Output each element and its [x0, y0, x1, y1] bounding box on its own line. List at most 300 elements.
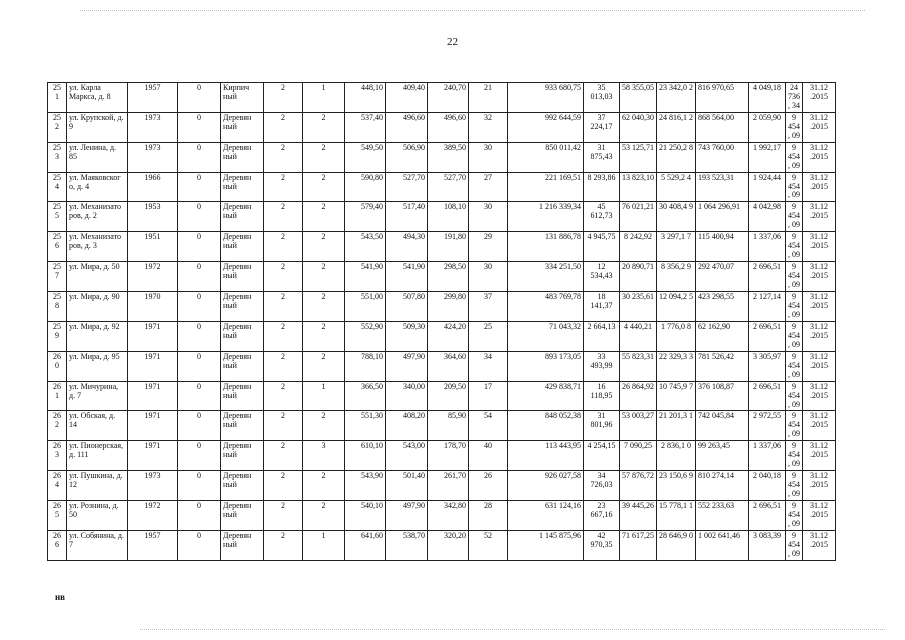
residential-area-cell: 527,70 — [428, 172, 469, 202]
cost-part-e-cell: 2 696,51 — [749, 381, 786, 411]
living-area-cell: 517,40 — [386, 202, 428, 232]
cost-per-unit-cell: 9 454, 09 — [786, 441, 803, 471]
cost-part-c-cell: 21 250,2 8 — [657, 142, 696, 172]
table-row — [48, 321, 836, 351]
cost-part-c-cell: 10 745,9 7 — [657, 381, 696, 411]
table-row — [48, 351, 836, 381]
cost-part-c-cell: 3 297,1 7 — [657, 232, 696, 262]
residential-area-cell: 261,70 — [428, 471, 469, 501]
table-row — [48, 411, 836, 441]
row-number-cell: 26 6 — [48, 530, 67, 560]
cost-part-b-cell: 39 445,26 — [620, 501, 657, 531]
entrances-cell: 2 — [303, 112, 345, 142]
cost-part-a-cell: 18 141,37 — [584, 292, 620, 322]
cost-part-c-cell: 30 408,4 9 — [657, 202, 696, 232]
wear-cell: 0 — [178, 292, 221, 322]
cost-per-unit-cell: 9 454, 09 — [786, 112, 803, 142]
row-number-cell: 26 4 — [48, 471, 67, 501]
cost-part-d-cell: 552 233,63 — [696, 501, 749, 531]
total-cost-cell: 893 173,05 — [508, 351, 584, 381]
residential-area-cell: 178,70 — [428, 441, 469, 471]
year-built-cell: 1973 — [128, 112, 178, 142]
total-area-cell: 540,10 — [345, 501, 386, 531]
residential-area-cell: 364,60 — [428, 351, 469, 381]
total-area-cell: 448,10 — [345, 83, 386, 113]
page-number: 22 — [447, 36, 458, 48]
wall-material-cell: Деревян ный — [221, 411, 264, 441]
cost-part-b-cell: 62 040,30 — [620, 112, 657, 142]
cost-part-d-cell: 62 162,90 — [696, 321, 749, 351]
floors-cell: 2 — [264, 441, 303, 471]
cost-part-b-cell: 30 235,61 — [620, 292, 657, 322]
residents-cell: 32 — [469, 112, 508, 142]
row-number-cell: 25 6 — [48, 232, 67, 262]
table-row — [48, 262, 836, 292]
cost-per-unit-cell: 9 454, 09 — [786, 471, 803, 501]
cost-part-b-cell: 4 440,21 — [620, 321, 657, 351]
residential-area-cell: 240,70 — [428, 83, 469, 113]
wall-material-cell: Деревян ный — [221, 262, 264, 292]
wear-cell: 0 — [178, 381, 221, 411]
living-area-cell: 497,90 — [386, 351, 428, 381]
total-area-cell: 543,90 — [345, 471, 386, 501]
cost-part-e-cell: 1 337,06 — [749, 441, 786, 471]
residents-cell: 27 — [469, 172, 508, 202]
row-number-cell: 25 4 — [48, 172, 67, 202]
residents-cell: 26 — [469, 471, 508, 501]
cost-per-unit-cell: 9 454, 09 — [786, 262, 803, 292]
wear-cell: 0 — [178, 530, 221, 560]
residents-cell: 34 — [469, 351, 508, 381]
cost-part-e-cell: 3 083,39 — [749, 530, 786, 560]
entrances-cell: 2 — [303, 471, 345, 501]
address-cell: ул. Мира, д. 50 — [67, 262, 128, 292]
entrances-cell: 1 — [303, 530, 345, 560]
wear-cell: 0 — [178, 112, 221, 142]
total-cost-cell: 992 644,59 — [508, 112, 584, 142]
floors-cell: 2 — [264, 471, 303, 501]
year-built-cell: 1957 — [128, 83, 178, 113]
cost-part-c-cell: 28 646,9 0 — [657, 530, 696, 560]
total-cost-cell: 850 011,42 — [508, 142, 584, 172]
cost-per-unit-cell: 9 454, 09 — [786, 292, 803, 322]
year-built-cell: 1971 — [128, 411, 178, 441]
wall-material-cell: Кирпич ный — [221, 83, 264, 113]
wear-cell: 0 — [178, 232, 221, 262]
wall-material-cell: Деревян ный — [221, 381, 264, 411]
living-area-cell: 509,30 — [386, 321, 428, 351]
table-row — [48, 232, 836, 262]
living-area-cell: 340,00 — [386, 381, 428, 411]
table-row — [48, 172, 836, 202]
residential-area-cell: 108,10 — [428, 202, 469, 232]
wall-material-cell: Деревян ный — [221, 501, 264, 531]
cost-part-c-cell: 8 356,2 9 — [657, 262, 696, 292]
wall-material-cell: Деревян ный — [221, 112, 264, 142]
total-area-cell: 537,40 — [345, 112, 386, 142]
entrances-cell: 2 — [303, 142, 345, 172]
residential-area-cell: 209,50 — [428, 381, 469, 411]
address-cell: ул. Карла Маркса, д. 8 — [67, 83, 128, 113]
address-cell: ул. Крупской, д. 9 — [67, 112, 128, 142]
wall-material-cell: Деревян ный — [221, 202, 264, 232]
floors-cell: 2 — [264, 411, 303, 441]
cost-part-b-cell: 57 876,72 — [620, 471, 657, 501]
cost-part-c-cell: 1 776,0 8 — [657, 321, 696, 351]
living-area-cell: 409,40 — [386, 83, 428, 113]
cost-per-unit-cell: 9 454, 09 — [786, 381, 803, 411]
living-area-cell: 543,00 — [386, 441, 428, 471]
cost-part-a-cell: 23 667,16 — [584, 501, 620, 531]
cost-per-unit-cell: 9 454, 09 — [786, 530, 803, 560]
cost-per-unit-cell: 9 454, 09 — [786, 351, 803, 381]
row-number-cell: 26 1 — [48, 381, 67, 411]
table-row — [48, 202, 836, 232]
cost-part-b-cell: 55 823,31 — [620, 351, 657, 381]
year-built-cell: 1953 — [128, 202, 178, 232]
cost-part-d-cell: 1 002 641,46 — [696, 530, 749, 560]
row-number-cell: 26 3 — [48, 441, 67, 471]
living-area-cell: 497,90 — [386, 501, 428, 531]
top-scan-rule — [80, 10, 865, 11]
cost-part-c-cell: 15 778,1 1 — [657, 501, 696, 531]
total-cost-cell: 131 886,78 — [508, 232, 584, 262]
cost-part-d-cell: 868 564,00 — [696, 112, 749, 142]
cost-part-e-cell: 4 042,98 — [749, 202, 786, 232]
wear-cell: 0 — [178, 501, 221, 531]
year-built-cell: 1973 — [128, 142, 178, 172]
wall-material-cell: Деревян ный — [221, 232, 264, 262]
year-built-cell: 1972 — [128, 262, 178, 292]
cost-per-unit-cell: 9 454, 09 — [786, 232, 803, 262]
entrances-cell: 1 — [303, 381, 345, 411]
total-cost-cell: 631 124,16 — [508, 501, 584, 531]
wear-cell: 0 — [178, 202, 221, 232]
residents-cell: 52 — [469, 530, 508, 560]
residential-area-cell: 496,60 — [428, 112, 469, 142]
total-area-cell: 641,60 — [345, 530, 386, 560]
residents-cell: 29 — [469, 232, 508, 262]
year-built-cell: 1971 — [128, 381, 178, 411]
cost-part-e-cell: 2 696,51 — [749, 321, 786, 351]
living-area-cell: 527,70 — [386, 172, 428, 202]
address-cell: ул. Мира, д. 95 — [67, 351, 128, 381]
cost-part-a-cell: 35 013,03 — [584, 83, 620, 113]
cost-part-e-cell: 2 059,90 — [749, 112, 786, 142]
wear-cell: 0 — [178, 321, 221, 351]
residents-cell: 28 — [469, 501, 508, 531]
cost-part-d-cell: 743 760,00 — [696, 142, 749, 172]
cost-part-e-cell: 2 972,55 — [749, 411, 786, 441]
completion-date-cell: 31.12 .2015 — [803, 292, 836, 322]
cost-part-e-cell: 1 924,44 — [749, 172, 786, 202]
total-area-cell: 543,50 — [345, 232, 386, 262]
entrances-cell: 2 — [303, 351, 345, 381]
wear-cell: 0 — [178, 441, 221, 471]
completion-date-cell: 31.12 .2015 — [803, 411, 836, 441]
completion-date-cell: 31.12 .2015 — [803, 172, 836, 202]
row-number-cell: 25 9 — [48, 321, 67, 351]
wear-cell: 0 — [178, 262, 221, 292]
residential-area-cell: 191,80 — [428, 232, 469, 262]
total-cost-cell: 1 145 875,96 — [508, 530, 584, 560]
table-row — [48, 112, 836, 142]
year-built-cell: 1972 — [128, 501, 178, 531]
residential-area-cell: 389,50 — [428, 142, 469, 172]
cost-part-e-cell: 2 696,51 — [749, 501, 786, 531]
wall-material-cell: Деревян ный — [221, 351, 264, 381]
living-area-cell: 507,80 — [386, 292, 428, 322]
cost-part-a-cell: 45 612,73 — [584, 202, 620, 232]
floors-cell: 2 — [264, 202, 303, 232]
completion-date-cell: 31.12 .2015 — [803, 112, 836, 142]
cost-part-d-cell: 742 045,84 — [696, 411, 749, 441]
year-built-cell: 1966 — [128, 172, 178, 202]
cost-part-e-cell: 1 992,17 — [749, 142, 786, 172]
row-number-cell: 25 7 — [48, 262, 67, 292]
row-number-cell: 25 8 — [48, 292, 67, 322]
entrances-cell: 2 — [303, 501, 345, 531]
total-area-cell: 541,90 — [345, 262, 386, 292]
residents-cell: 30 — [469, 262, 508, 292]
address-cell: ул. Мичурина, д. 7 — [67, 381, 128, 411]
cost-per-unit-cell: 9 454, 09 — [786, 172, 803, 202]
cost-part-b-cell: 58 355,05 — [620, 83, 657, 113]
entrances-cell: 3 — [303, 441, 345, 471]
completion-date-cell: 31.12 .2015 — [803, 232, 836, 262]
wall-material-cell: Деревян ный — [221, 142, 264, 172]
total-area-cell: 590,80 — [345, 172, 386, 202]
address-cell: ул. Пушкина, д. 12 — [67, 471, 128, 501]
row-number-cell: 25 1 — [48, 83, 67, 113]
table-row — [48, 83, 836, 113]
entrances-cell: 2 — [303, 202, 345, 232]
cost-part-b-cell: 20 890,71 — [620, 262, 657, 292]
address-cell: ул. Мира, д. 90 — [67, 292, 128, 322]
cost-part-e-cell: 2 040,18 — [749, 471, 786, 501]
residents-cell: 40 — [469, 441, 508, 471]
cost-part-a-cell: 4 945,75 — [584, 232, 620, 262]
address-cell: ул. Механизато ров, д. 3 — [67, 232, 128, 262]
floors-cell: 2 — [264, 172, 303, 202]
wall-material-cell: Деревян ный — [221, 292, 264, 322]
total-area-cell: 549,50 — [345, 142, 386, 172]
total-cost-cell: 221 169,51 — [508, 172, 584, 202]
wear-cell: 0 — [178, 471, 221, 501]
year-built-cell: 1951 — [128, 232, 178, 262]
entrances-cell: 2 — [303, 172, 345, 202]
cost-part-c-cell: 22 329,3 3 — [657, 351, 696, 381]
registry-body — [48, 83, 836, 561]
row-number-cell: 26 0 — [48, 351, 67, 381]
residents-cell: 17 — [469, 381, 508, 411]
cost-part-d-cell: 1 064 296,91 — [696, 202, 749, 232]
completion-date-cell: 31.12 .2015 — [803, 351, 836, 381]
cost-part-e-cell: 3 305,97 — [749, 351, 786, 381]
residential-area-cell: 320,20 — [428, 530, 469, 560]
entrances-cell: 2 — [303, 262, 345, 292]
cost-part-c-cell: 21 201,3 1 — [657, 411, 696, 441]
total-area-cell: 552,90 — [345, 321, 386, 351]
total-area-cell: 579,40 — [345, 202, 386, 232]
living-area-cell: 538,70 — [386, 530, 428, 560]
residents-cell: 30 — [469, 142, 508, 172]
year-built-cell: 1971 — [128, 441, 178, 471]
living-area-cell: 496,60 — [386, 112, 428, 142]
address-cell: ул. Пионерская, д. 111 — [67, 441, 128, 471]
cost-part-d-cell: 781 526,42 — [696, 351, 749, 381]
cost-part-c-cell: 5 529,2 4 — [657, 172, 696, 202]
total-cost-cell: 429 838,71 — [508, 381, 584, 411]
cost-part-d-cell: 193 523,31 — [696, 172, 749, 202]
year-built-cell: 1971 — [128, 321, 178, 351]
total-cost-cell: 933 680,75 — [508, 83, 584, 113]
floors-cell: 2 — [264, 262, 303, 292]
table-row — [48, 501, 836, 531]
entrances-cell: 1 — [303, 83, 345, 113]
completion-date-cell: 31.12 .2015 — [803, 262, 836, 292]
row-number-cell: 25 3 — [48, 142, 67, 172]
wear-cell: 0 — [178, 411, 221, 441]
cost-per-unit-cell: 9 454, 09 — [786, 321, 803, 351]
total-cost-cell: 334 251,50 — [508, 262, 584, 292]
cost-part-a-cell: 42 970,35 — [584, 530, 620, 560]
cost-part-a-cell: 31 801,96 — [584, 411, 620, 441]
cost-part-d-cell: 810 274,14 — [696, 471, 749, 501]
floors-cell: 2 — [264, 321, 303, 351]
year-built-cell: 1957 — [128, 530, 178, 560]
cost-part-c-cell: 12 094,2 5 — [657, 292, 696, 322]
total-area-cell: 610,10 — [345, 441, 386, 471]
total-area-cell: 551,30 — [345, 411, 386, 441]
residential-area-cell: 298,50 — [428, 262, 469, 292]
address-cell: ул. Маяковског о, д. 4 — [67, 172, 128, 202]
wear-cell: 0 — [178, 142, 221, 172]
total-cost-cell: 113 443,95 — [508, 441, 584, 471]
cost-part-b-cell: 71 617,25 — [620, 530, 657, 560]
housing-registry-table — [47, 82, 836, 561]
address-cell: ул. Мира, д. 92 — [67, 321, 128, 351]
cost-part-a-cell: 2 664,13 — [584, 321, 620, 351]
completion-date-cell: 31.12 .2015 — [803, 381, 836, 411]
cost-part-a-cell: 12 534,43 — [584, 262, 620, 292]
wall-material-cell: Деревян ный — [221, 172, 264, 202]
cost-part-e-cell: 4 049,18 — [749, 83, 786, 113]
cost-part-a-cell: 37 224,17 — [584, 112, 620, 142]
cost-part-c-cell: 2 836,1 0 — [657, 441, 696, 471]
cost-per-unit-cell: 9 454, 09 — [786, 142, 803, 172]
residential-area-cell: 299,80 — [428, 292, 469, 322]
cost-part-a-cell: 4 254,15 — [584, 441, 620, 471]
row-number-cell: 25 2 — [48, 112, 67, 142]
wear-cell: 0 — [178, 83, 221, 113]
floors-cell: 2 — [264, 501, 303, 531]
entrances-cell: 2 — [303, 321, 345, 351]
cost-part-d-cell: 423 298,55 — [696, 292, 749, 322]
residents-cell: 37 — [469, 292, 508, 322]
row-number-cell: 26 5 — [48, 501, 67, 531]
completion-date-cell: 31.12 .2015 — [803, 471, 836, 501]
total-cost-cell: 1 216 339,34 — [508, 202, 584, 232]
cost-part-b-cell: 26 864,92 — [620, 381, 657, 411]
residents-cell: 21 — [469, 83, 508, 113]
cost-part-b-cell: 53 125,71 — [620, 142, 657, 172]
residential-area-cell: 342,80 — [428, 501, 469, 531]
cost-part-e-cell: 1 337,06 — [749, 232, 786, 262]
floors-cell: 2 — [264, 83, 303, 113]
year-built-cell: 1970 — [128, 292, 178, 322]
cost-part-a-cell: 33 493,99 — [584, 351, 620, 381]
row-number-cell: 25 5 — [48, 202, 67, 232]
living-area-cell: 494,30 — [386, 232, 428, 262]
address-cell: ул. Собянина, д. 7 — [67, 530, 128, 560]
total-area-cell: 551,00 — [345, 292, 386, 322]
year-built-cell: 1971 — [128, 351, 178, 381]
floors-cell: 2 — [264, 351, 303, 381]
total-cost-cell: 483 769,78 — [508, 292, 584, 322]
cost-part-d-cell: 115 400,94 — [696, 232, 749, 262]
footer-mark: нв — [55, 592, 66, 602]
cost-part-b-cell: 8 242,92 — [620, 232, 657, 262]
residents-cell: 25 — [469, 321, 508, 351]
completion-date-cell: 31.12 .2015 — [803, 501, 836, 531]
wall-material-cell: Деревян ный — [221, 471, 264, 501]
total-area-cell: 366,50 — [345, 381, 386, 411]
cost-part-b-cell: 53 003,27 — [620, 411, 657, 441]
cost-per-unit-cell: 24 736, 34 — [786, 83, 803, 113]
cost-part-e-cell: 2 127,14 — [749, 292, 786, 322]
total-cost-cell: 848 052,38 — [508, 411, 584, 441]
cost-part-b-cell: 13 823,10 — [620, 172, 657, 202]
cost-part-d-cell: 816 970,65 — [696, 83, 749, 113]
wall-material-cell: Деревян ный — [221, 441, 264, 471]
bottom-scan-rule — [140, 629, 885, 630]
residential-area-cell: 85,90 — [428, 411, 469, 441]
wear-cell: 0 — [178, 172, 221, 202]
completion-date-cell: 31.12 .2015 — [803, 321, 836, 351]
address-cell: ул. Механизато ров, д. 2 — [67, 202, 128, 232]
address-cell: ул. Рознина, д. 50 — [67, 501, 128, 531]
living-area-cell: 408,20 — [386, 411, 428, 441]
completion-date-cell: 31.12 .2015 — [803, 530, 836, 560]
living-area-cell: 506,90 — [386, 142, 428, 172]
cost-per-unit-cell: 9 454, 09 — [786, 411, 803, 441]
total-area-cell: 788,10 — [345, 351, 386, 381]
wall-material-cell: Деревян ный — [221, 530, 264, 560]
cost-part-a-cell: 34 726,03 — [584, 471, 620, 501]
residential-area-cell: 424,20 — [428, 321, 469, 351]
table-row — [48, 471, 836, 501]
cost-per-unit-cell: 9 454, 09 — [786, 501, 803, 531]
cost-part-a-cell: 31 875,43 — [584, 142, 620, 172]
residents-cell: 30 — [469, 202, 508, 232]
floors-cell: 2 — [264, 292, 303, 322]
address-cell: ул. Ленина, д. 85 — [67, 142, 128, 172]
floors-cell: 2 — [264, 530, 303, 560]
floors-cell: 2 — [264, 232, 303, 262]
entrances-cell: 2 — [303, 292, 345, 322]
total-cost-cell: 926 027,58 — [508, 471, 584, 501]
wall-material-cell: Деревян ный — [221, 321, 264, 351]
completion-date-cell: 31.12 .2015 — [803, 83, 836, 113]
completion-date-cell: 31.12 .2015 — [803, 441, 836, 471]
table-row — [48, 142, 836, 172]
cost-part-d-cell: 99 263,45 — [696, 441, 749, 471]
completion-date-cell: 31.12 .2015 — [803, 202, 836, 232]
row-number-cell: 26 2 — [48, 411, 67, 441]
living-area-cell: 541,90 — [386, 262, 428, 292]
cost-part-d-cell: 376 108,87 — [696, 381, 749, 411]
